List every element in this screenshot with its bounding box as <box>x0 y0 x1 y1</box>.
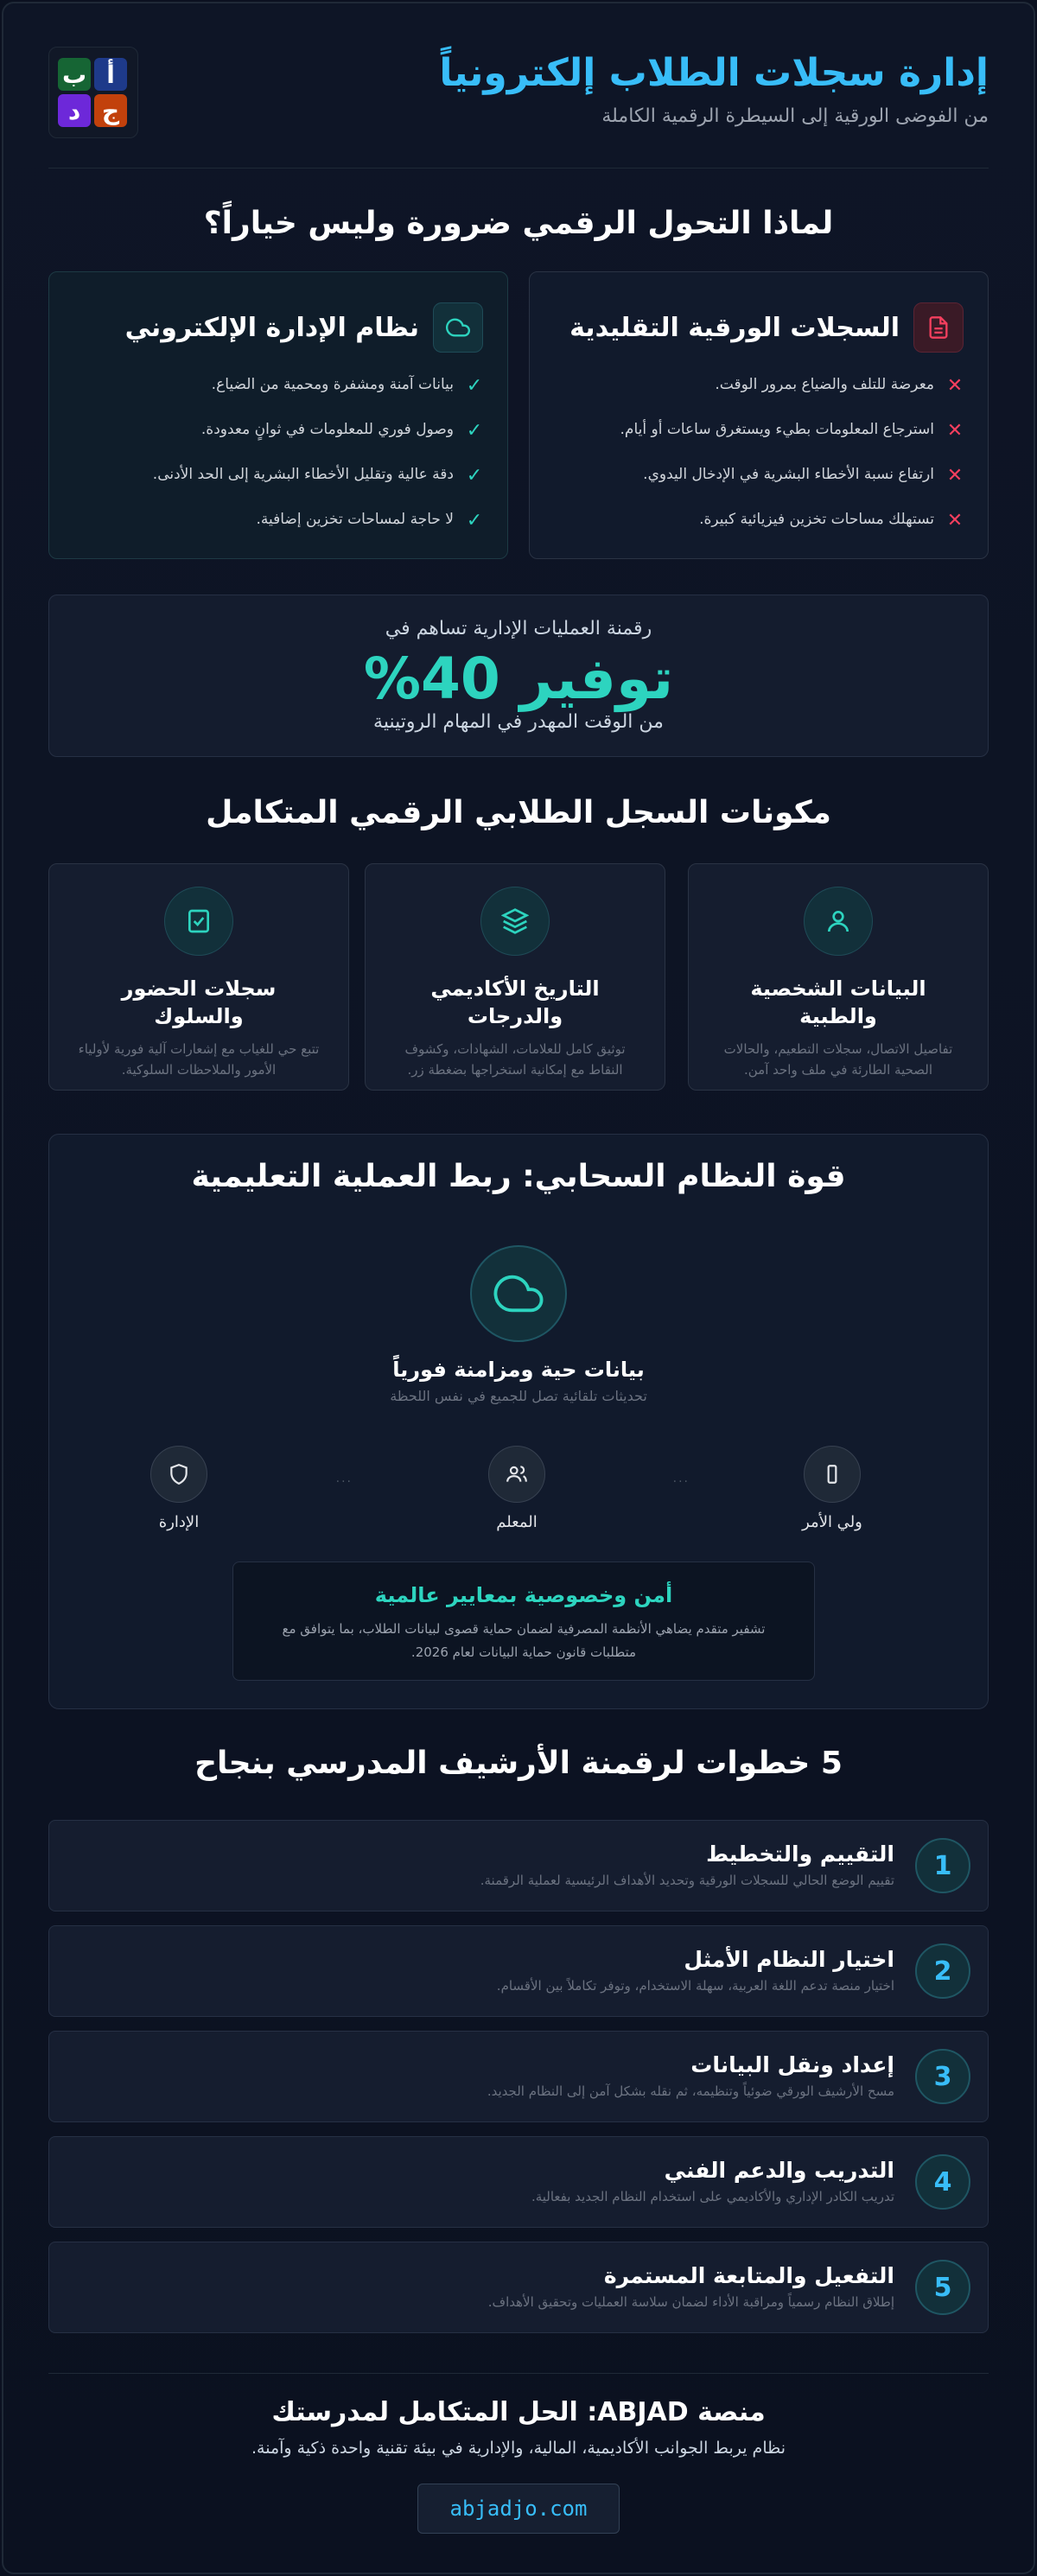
list-item <box>554 511 964 556</box>
step-number: 5 <box>915 2260 970 2315</box>
cloud-center-title: بيانات حية ومزامنة فورياً <box>392 1358 645 1382</box>
security-box <box>232 1562 815 1681</box>
component-title: التاريخ الأكاديمي والدرجات <box>430 976 600 1028</box>
component-card-academic <box>365 863 665 1091</box>
list-item <box>73 376 483 421</box>
x-icon: ✕ <box>946 420 964 442</box>
list-item-text: تستهلك مساحات تخزين فيزيائية كبيرة. <box>699 511 934 528</box>
step-title: التقييم والتخطيط <box>706 1841 894 1867</box>
step-number: 3 <box>915 2049 970 2104</box>
connector-dots: ... <box>335 1472 353 1485</box>
node-label: الإدارة <box>158 1513 200 1531</box>
component-title: سجلات الحضور والسلوك <box>121 976 277 1028</box>
step-number: 4 <box>915 2154 970 2210</box>
checklist-icon <box>164 887 233 956</box>
step-desc: اختيار منصة تدعم اللغة العربية، سهلة الاستخدام، وتوفر تكاملاً بين الأقسام. <box>496 1978 894 1994</box>
header <box>48 47 989 142</box>
node-admin <box>118 1446 239 1531</box>
step-title: إعداد ونقل البيانات <box>690 2052 894 2077</box>
step-title: اختيار النظام الأمثل <box>684 1947 894 1972</box>
list-item <box>73 511 483 556</box>
list-item-text: لا حاجة لمساحات تخزين إضافية. <box>256 511 454 528</box>
node-label: ولي الأمر <box>802 1513 862 1531</box>
node-parent <box>772 1446 893 1531</box>
step-number: 1 <box>915 1838 970 1893</box>
components-section-title: مكونات السجل الطلابي الرقمي المتكامل <box>206 795 831 830</box>
security-title: أمن وخصوصية بمعايير عالمية <box>374 1583 673 1607</box>
list-item <box>554 421 964 466</box>
shield-icon <box>150 1446 207 1503</box>
check-icon: ✓ <box>466 420 483 442</box>
logo-cell: ج <box>94 94 127 127</box>
logo-cell: أ <box>94 58 127 91</box>
step-card <box>48 2242 989 2333</box>
component-title: البيانات الشخصية والطبية <box>750 976 926 1028</box>
infographic-frame <box>2 2 1035 2574</box>
step-card <box>48 1925 989 2017</box>
cloud-center-desc: تحديثات تلقائية تصل للجميع في نفس اللحظة <box>390 1388 647 1404</box>
check-icon: ✓ <box>466 510 483 531</box>
connector-dots: ... <box>672 1472 690 1485</box>
divider <box>48 2373 989 2374</box>
step-title: التدريب والدعم الفني <box>664 2158 894 2183</box>
cloud-section-title: قوة النظام السحابي: ربط العملية التعليمية <box>191 1159 846 1194</box>
node-label: المعلم <box>496 1513 538 1531</box>
document-icon <box>913 302 964 353</box>
footer-title: منصة ABJAD: الحل المتكامل لمدرستك <box>271 2397 766 2427</box>
step-desc: مسح الأرشيف الورقي ضوئياً وتنظيمه، ثم نقله بشكل آمن إلى النظام الجديد. <box>487 2083 894 2099</box>
list-item-text: بيانات آمنة ومشفرة ومحمية من الضياع. <box>211 376 454 393</box>
check-icon: ✓ <box>466 375 483 397</box>
cloud-section <box>48 1134 989 1709</box>
list-item-text: دقة عالية وتقليل الأخطاء البشرية إلى الحد الأدنى. <box>152 466 454 483</box>
footer-desc: نظام يربط الجوانب الأكاديمية، المالية، والإدارية في بيئة تقنية واحدة ذكية وآمنة. <box>251 2439 786 2458</box>
user-icon <box>804 887 873 956</box>
website-link[interactable]: abjadjo.com <box>417 2484 620 2534</box>
paper-records-card <box>529 271 989 559</box>
list-item-text: معرضة للتلف والضياع بمرور الوقت. <box>715 376 934 393</box>
security-desc: تشفير متقدم يضاهي الأنظمة المصرفية لضمان حماية قصوى لبيانات الطلاب، بما يتوافق مع متطلبات قانون حماية البيانات لعام 2026. <box>282 1621 766 1660</box>
step-number: 2 <box>915 1943 970 1999</box>
step-card <box>48 2031 989 2122</box>
list-item <box>73 466 483 511</box>
cloud-icon <box>470 1245 567 1342</box>
page-title: إدارة سجلات الطلاب إلكترونياً <box>439 51 989 95</box>
component-desc: توثيق كامل للعلامات، الشهادات، وكشوف النقاط مع إمكانية استخراجها بضغطة زر. <box>404 1041 626 1078</box>
component-desc: تتبع حي للغياب مع إشعارات آلية فورية لأولياء الأمور والملاحظات السلوكية. <box>78 1041 320 1078</box>
x-icon: ✕ <box>946 465 964 487</box>
list-item-text: وصول فوري للمعلومات في ثوانٍ معدودة. <box>200 421 454 438</box>
x-icon: ✕ <box>946 510 964 531</box>
divider <box>48 168 989 169</box>
stat-post: من الوقت المهدر في المهام الروتينية <box>373 711 664 733</box>
list-item-text: استرجاع المعلومات بطيء ويستغرق ساعات أو أيام. <box>620 421 934 438</box>
node-teacher <box>456 1446 577 1531</box>
paper-card-title: السجلات الورقية التقليدية <box>569 312 900 343</box>
digital-system-card <box>48 271 508 559</box>
page-subtitle: من الفوضى الورقية إلى السيطرة الرقمية الكاملة <box>601 105 989 127</box>
steps-section-title: 5 خطوات لرقمنة الأرشيف المدرسي بنجاح <box>194 1746 843 1781</box>
layers-icon <box>480 887 550 956</box>
step-desc: إطلاق النظام رسمياً ومراقبة الأداء لضمان سلاسة العمليات وتحقيق الأهداف. <box>487 2294 894 2310</box>
stat-pre: رقمنة العمليات الإدارية تساهم في <box>385 618 652 639</box>
phone-icon <box>804 1446 861 1503</box>
step-title: التفعيل والمتابعة المستمرة <box>603 2263 894 2288</box>
list-item <box>554 376 964 421</box>
step-desc: تدريب الكادر الإداري والأكاديمي على استخدام النظام الجديد بفعالية. <box>531 2189 894 2204</box>
list-item <box>73 421 483 466</box>
digital-card-title: نظام الإدارة الإلكتروني <box>124 312 419 343</box>
list-item <box>554 466 964 511</box>
step-desc: تقييم الوضع الحالي للسجلات الورقية وتحديد الأهداف الرئيسية لعملية الرقمنة. <box>480 1873 894 1888</box>
list-item-text: ارتفاع نسبة الأخطاء البشرية في الإدخال اليدوي. <box>643 466 934 483</box>
cloud-icon <box>433 302 483 353</box>
component-card-attendance <box>48 863 349 1091</box>
step-card <box>48 2136 989 2228</box>
users-icon <box>488 1446 545 1503</box>
logo-cell: د <box>58 94 91 127</box>
logo-cell: ب <box>58 58 91 91</box>
stat-box <box>48 595 989 757</box>
check-icon: ✓ <box>466 465 483 487</box>
abjad-logo <box>48 47 138 138</box>
step-card <box>48 1820 989 1911</box>
component-card-personal <box>688 863 989 1091</box>
why-section-title: لماذا التحول الرقمي ضرورة وليس خياراً؟ <box>203 206 834 241</box>
stat-value: توفير 40% <box>363 646 674 712</box>
x-icon: ✕ <box>946 375 964 397</box>
component-desc: تفاصيل الاتصال، سجلات التطعيم، والحالات الصحية الطارئة في ملف واحد آمن. <box>723 1041 953 1078</box>
